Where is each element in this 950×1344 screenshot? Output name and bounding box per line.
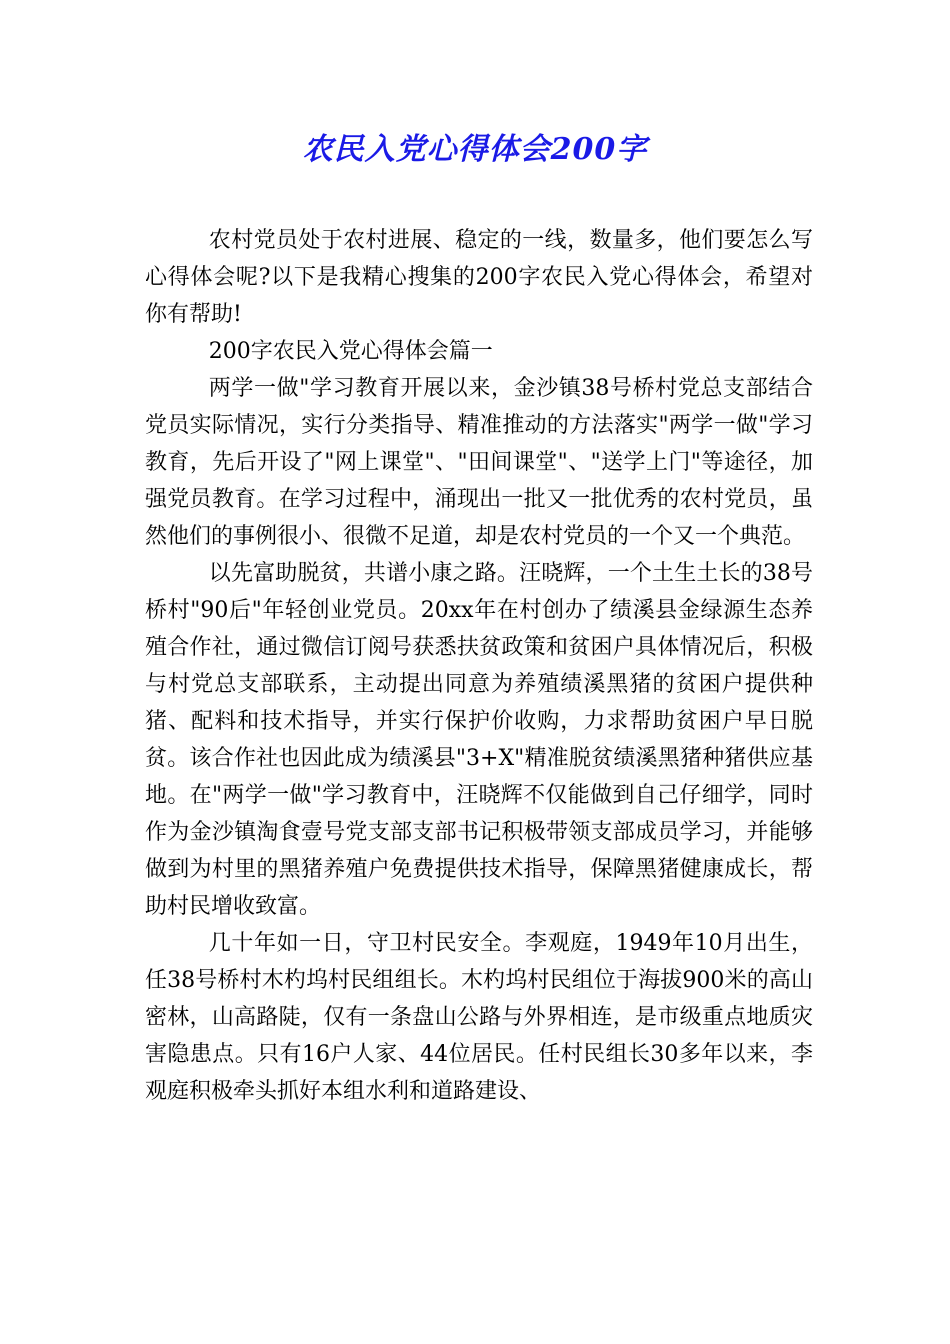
- document-title: 农民入党心得体会200字: [302, 132, 648, 167]
- paragraph-intro: 农村党员处于农村进展、稳定的一线，数量多，他们要怎么写心得体会呢?以下是我精心搜集的200字农民入党心得体会，希望对你有帮助!: [145, 228, 813, 327]
- paragraph-study-education: 两学一做"学习教育开展以来，金沙镇38号桥村党总支部结合党员实际情况，实行分类指导、精准推动的方法落实"两学一做"学习教育，先后开设了"网上课堂"、"田间课堂"、"送学上门"等途径，加强党员教育。在学习过程中，涌现出一批又一批优秀的农村党员，虽然他们的事例很小、很微不足道，却是农村党员的一个又一个典范。: [145, 376, 813, 549]
- paragraph-wang-xiaohui: 以先富助脱贫，共谱小康之路。汪晓辉，一个土生土长的38号桥村"90后"年轻创业党员。20xx年在村创办了绩溪县金绿源生态养殖合作社，通过微信订阅号获悉扶贫政策和贫困户具体情况后，积极与村党总支部联系，主动提出同意为养殖绩溪黑猪的贫困户提供种猪、配料和技术指导，并实行保护价收购，力求帮助贫困户早日脱贫。该合作社也因此成为绩溪县"3+X"精准脱贫绩溪黑猪种猪供应基地。在"两学一做"学习教育中，汪晓辉不仅能做到自己仔细学，同时作为金沙镇淘食壹号党支部支部书记积极带领支部成员学习，并能够做到为村里的黑猪养殖户免费提供技术指导，保障黑猪健康成长，帮助村民增收致富。: [145, 561, 813, 919]
- section-heading: 200字农民入党心得体会篇一: [208, 339, 493, 364]
- paragraph-li-guanting: 几十年如一日，守卫村民安全。李观庭，1949年10月出生，任38号桥村木杓坞村民组组长。木杓坞村民组位于海拔900米的高山密林，山高路陡，仅有一条盘山公路与外界相连，是市级重点地质灾害隐患点。只有16户人家、44位居民。任村民组长30多年以来，李观庭积极牵头抓好本组水利和道路建设、: [145, 931, 814, 1104]
- document-body: [145, 222, 813, 1110]
